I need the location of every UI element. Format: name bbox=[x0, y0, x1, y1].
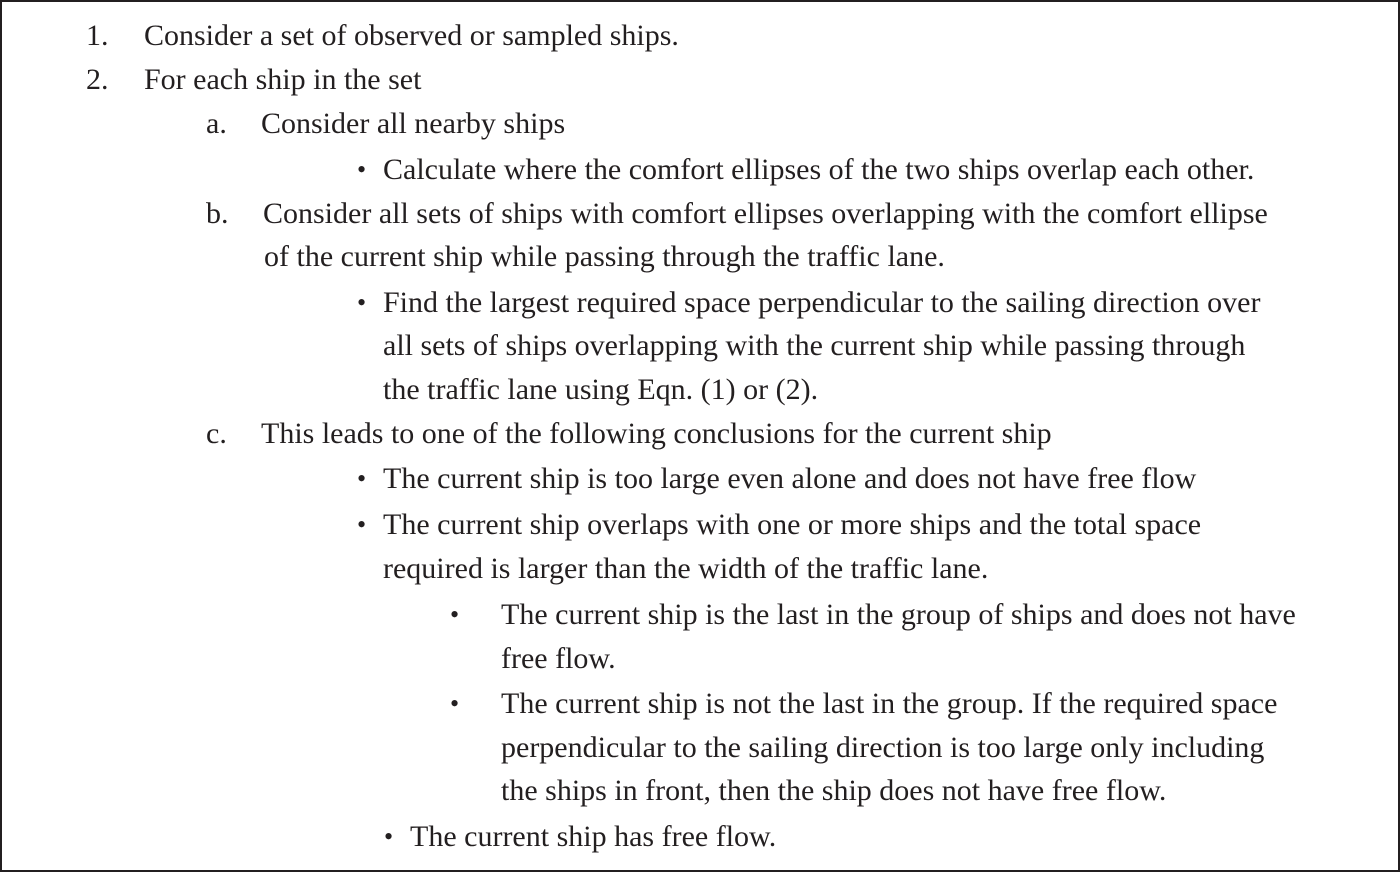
bullet-icon: • bbox=[357, 155, 367, 184]
bullet-icon: • bbox=[450, 600, 460, 629]
step-2-text: For each ship in the set bbox=[144, 63, 422, 96]
step-1-marker: 1. bbox=[86, 19, 109, 52]
bullet-icon: • bbox=[384, 822, 394, 851]
substep-b-text-line-1: Consider all sets of ships with comfort ellipses overlapping with the comfort ellipse bbox=[263, 197, 1268, 230]
substep-c-bullet-2-line-2: required is larger than the width of the traffic lane. bbox=[383, 552, 989, 585]
substep-b-bullet-1-line-2: all sets of ships overlapping with the current ship while passing through bbox=[383, 329, 1246, 362]
substep-a-marker: a. bbox=[206, 107, 227, 140]
substep-c-marker: c. bbox=[206, 417, 227, 450]
substep-b-bullet-1-line-3: the traffic lane using Eqn. (1) or (2). bbox=[383, 373, 819, 406]
substep-b-bullet-1-line-1: Find the largest required space perpendicular to the sailing direction over bbox=[383, 286, 1261, 319]
step-2-marker: 2. bbox=[86, 63, 109, 96]
sub-bullet-2-line-3: the ships in front, then the ship does not have free flow. bbox=[501, 774, 1167, 807]
bullet-icon: • bbox=[357, 288, 367, 317]
bullet-icon: • bbox=[357, 510, 367, 539]
substep-b-text-line-2: of the current ship while passing through the traffic lane. bbox=[264, 240, 945, 273]
sub-bullet-1-line-1: The current ship is the last in the group of ships and does not have bbox=[501, 598, 1296, 631]
substep-a-bullet-1: Calculate where the comfort ellipses of the two ships overlap each other. bbox=[383, 153, 1255, 186]
sub-bullet-2-line-2: perpendicular to the sailing direction is too large only including bbox=[501, 731, 1265, 764]
bullet-icon: • bbox=[450, 689, 460, 718]
substep-c-bullet-3: The current ship has free flow. bbox=[410, 820, 777, 853]
sub-bullet-2-line-1: The current ship is not the last in the group. If the required space bbox=[501, 687, 1278, 720]
substep-c-bullet-2-line-1: The current ship overlaps with one or more ships and the total space bbox=[383, 508, 1202, 541]
substep-c-text: This leads to one of the following conclusions for the current ship bbox=[261, 417, 1052, 450]
sub-bullet-1-line-2: free flow. bbox=[501, 642, 616, 675]
bullet-icon: • bbox=[357, 464, 367, 493]
substep-c-bullet-1: The current ship is too large even alone and does not have free flow bbox=[383, 462, 1197, 495]
substep-a-text: Consider all nearby ships bbox=[261, 107, 566, 140]
substep-b-marker: b. bbox=[206, 197, 229, 230]
step-1-text: Consider a set of observed or sampled ships. bbox=[144, 19, 679, 52]
